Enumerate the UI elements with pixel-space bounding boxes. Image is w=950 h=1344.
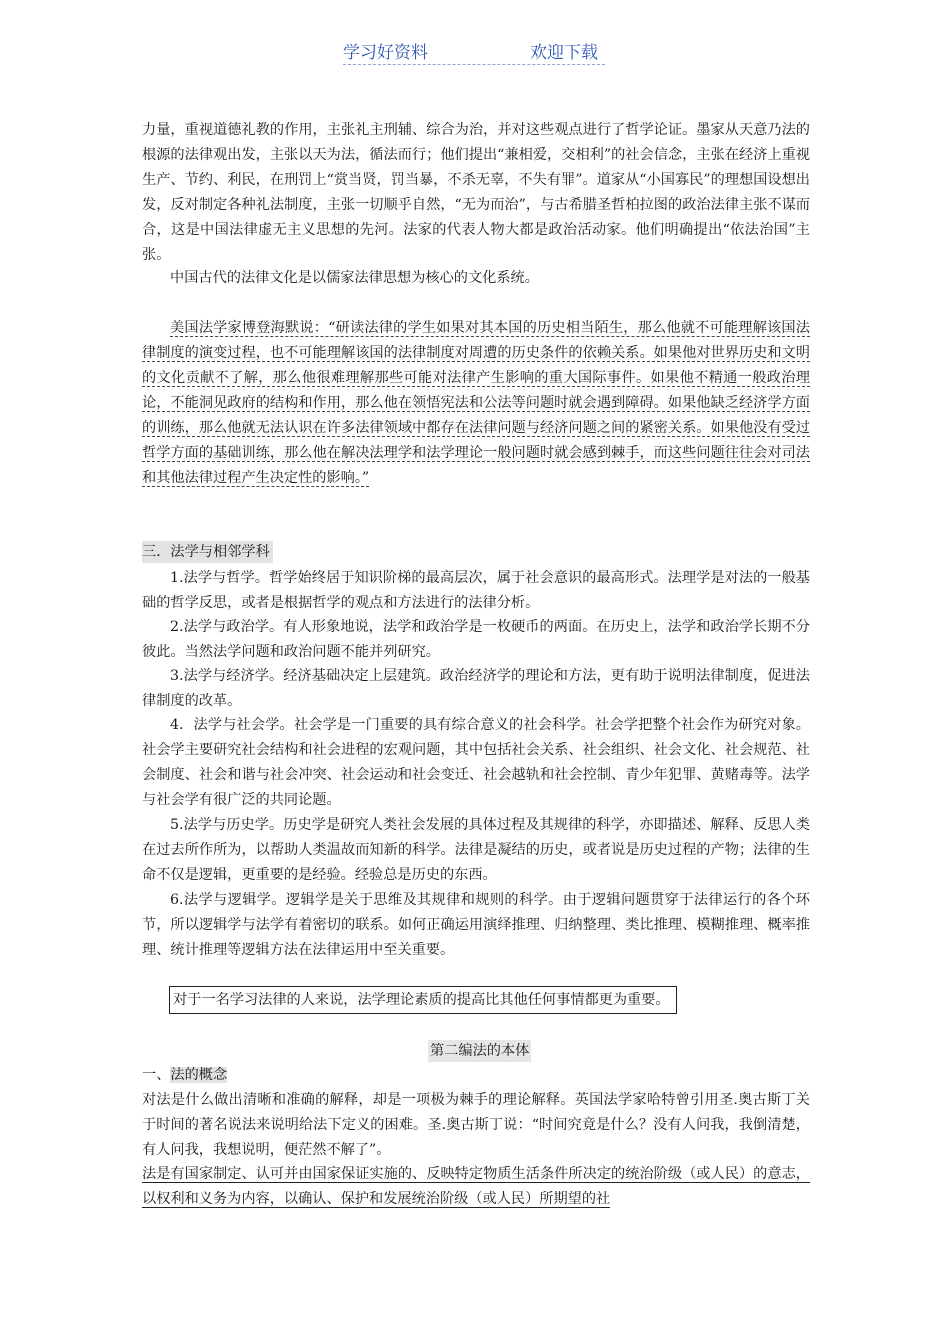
- section-item-politics: 2.法学与政治学。有人形象地说，法学和政治学是一枚硬币的两面。在历史上，法学和政治学长期不分彼此。当然法学问题和政治问题不能并列研究。: [142, 619, 810, 660]
- definition-paragraph: [142, 1162, 810, 1212]
- page-header: [343, 38, 605, 65]
- intro-paragraph: 力量，重视道德礼教的作用，主张礼主刑辅、综合为治，并对这些观点进行了哲学论证。墨家从天意乃法的根源的法律观出发，主张以天为法，循法而行；他们提出“兼相爱，交相利”的社会信念，主张在经济上重视生产、节约、利民，在刑罚上“赏当贤，罚当暴，不杀无辜，不失有罪”。道家从“小国寡民”的理想国设想出发，反对制定各种礼法制度，主张一切顺乎自然，“无为而治”，与古希腊圣哲柏拉图的政治法律主张不谋而合，这是中国法律虚无主义思想的先河。法家的代表人物大都是政治活动家。他们明确提出“依法治国”主张。: [142, 122, 810, 263]
- section-item-philosophy: 1.法学与哲学。哲学始终居于知识阶梯的最高层次，属于社会意识的最高形式。法理学是对法的一般基础的哲学反思，或者是根据哲学的观点和方法进行的法律分析。: [142, 570, 810, 611]
- section-item-economics: 3.法学与经济学。经济基础决定上层建筑。政治经济学的理论和方法，更有助于说明法律制度，促进法律制度的改革。: [142, 668, 810, 709]
- section-item-sociology: 4．法学与社会学。社会学是一门重要的具有综合意义的社会科学。社会学把整个社会作为研究对象。社会学主要研究社会结构和社会进程的宏观问题，其中包括社会关系、社会组织、社会文化、社会规范、社会制度、社会和谐与社会冲突、社会运动和社会变迁、社会越轨和社会控制、青少年犯罪、黄赌毒等。法学与社会学有很广泛的共同论题。: [142, 717, 810, 808]
- section-item-logic: 6.法学与逻辑学。逻辑学是关于思维及其规律和规则的科学。由于逻辑问题贯穿于法律运行的各个环节，所以逻辑学与法学有着密切的联系。如何正确运用演绎推理、归纳整理、类比推理、模糊推理、概率推理、统计推理等逻辑方法在法律运用中至关重要。: [142, 892, 810, 958]
- boxed-note: 对于一名学习法律的人来说，法学理论素质的提高比其他任何事情都更为重要。: [169, 986, 677, 1014]
- definition-text: 法是有国家制定、认可并由国家保证实施的、反映特定物质生活条件所决定的统治阶级（或人民）的意志，以权利和义务为内容，以确认、保护和发展统治阶级（或人民）所期望的社: [142, 1166, 810, 1207]
- header-left-text: 学习好资料: [343, 43, 428, 63]
- intro-summary: 中国古代的法律文化是以儒家法律思想为核心的文化系统。: [170, 270, 539, 286]
- quote-paragraph: [142, 316, 810, 491]
- section-item-history: 5.法学与历史学。历史学是研究人类社会发展的具体过程及其规律的科学，亦即描述、解释、反思人类在过去所作所为，以帮助人类温故而知新的科学。法律是凝结的历史，或者说是历史过程的产物；法律的生命不仅是逻辑，更重要的是经验。经验总是历史的东西。: [142, 817, 810, 883]
- concept-title: 法的概念: [170, 1067, 228, 1083]
- concept-prefix: 一、: [142, 1067, 171, 1083]
- quote-text: 美国法学家博登海默说：“研读法律的学生如果对其本国的历史相当陌生，那么他就不可能理解该国法律制度的演变过程，也不可能理解该国的法律制度对周遭的历史条件的依赖关系。如果他对世界历史和文明的文化贡献不了解，那么他很难理解那些可能对法律产生影响的重大国际事件。如果他不精通一般政治理论，不能洞见政府的结构和作用，那么他在领悟宪法和公法等问题时就会遇到障碍。如果他缺乏经济学方面的训练，那么他就无法认识在许多法律领域中都存在法律问题与经济问题之间的紧密关系。如果他没有受过哲学方面的基础训练，那么他在解决法理学和法学理论一般问题时就会感到棘手，而这些问题往往会对司法和其他法律过程产生决定性的影响。”: [142, 320, 810, 486]
- section-title: 三．法学与相邻学科: [142, 541, 273, 563]
- chapter-title: 第二编法的本体: [428, 1040, 531, 1062]
- concept-heading: [142, 1064, 227, 1086]
- concept-paragraph: 对法是什么做出清晰和准确的解释，却是一项极为棘手的理论解释。英国法学家哈特曾引用圣.奥古斯丁关于时间的著名说法来说明给法下定义的困难。圣.奥古斯丁说：“时间究竟是什么？没有人问我，我倒清楚，有人问我，我想说明，便茫然不解了”。: [142, 1092, 810, 1158]
- header-right-text: 欢迎下载: [530, 43, 598, 63]
